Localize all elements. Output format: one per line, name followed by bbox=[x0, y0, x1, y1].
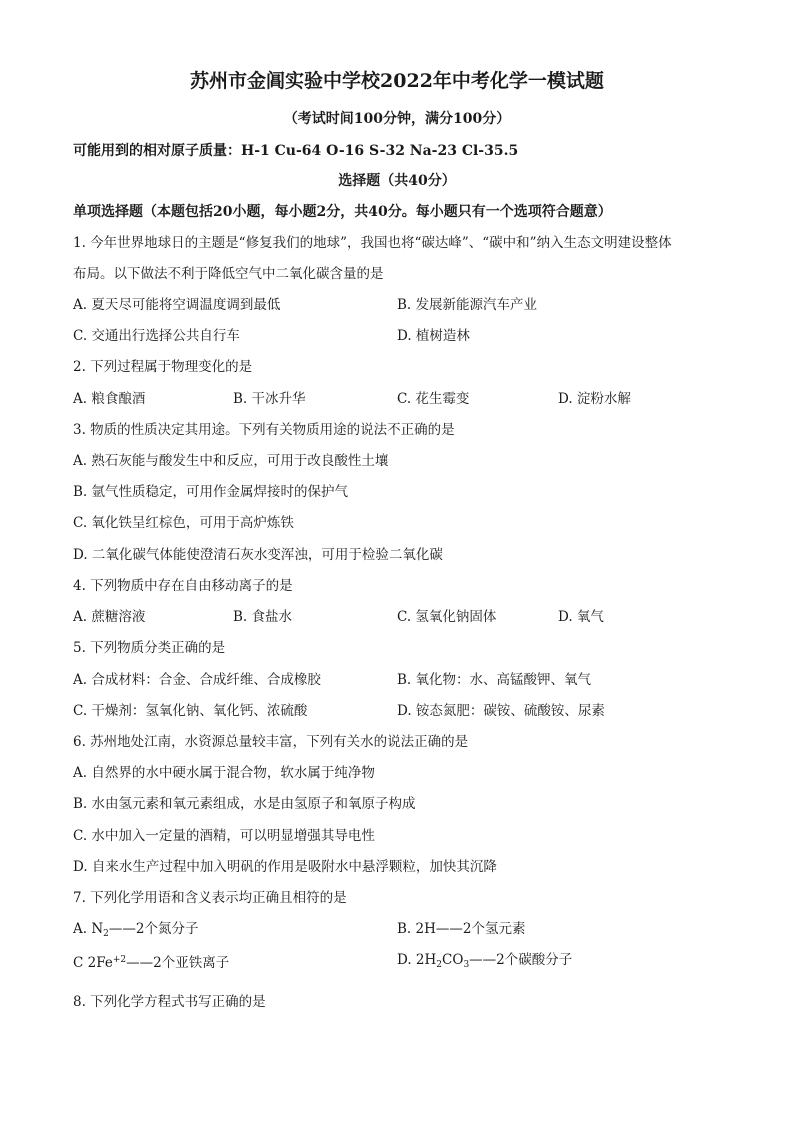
q2-option-b: B. 干冰升华 bbox=[233, 391, 306, 407]
q2-option-a: A. 粮食酿酒 bbox=[73, 391, 146, 407]
q7-a-formula: A. N bbox=[73, 921, 104, 937]
q3-option-d: D. 二氧化碳气体能使澄清石灰水变浑浊，可用于检验二氧化碳 bbox=[73, 547, 443, 563]
q3-option-a: A. 熟石灰能与酸发生中和反应，可用于改良酸性土壤 bbox=[73, 453, 389, 469]
q5-option-d: D. 铵态氮肥：碳铵、硫酸铵、尿素 bbox=[397, 703, 605, 719]
q1-option-d: D. 植树造林 bbox=[397, 328, 470, 344]
q4-option-d: D. 氧气 bbox=[558, 609, 604, 625]
q7-option-a bbox=[73, 919, 198, 944]
q3-option-b: B. 氩气性质稳定，可用作金属焊接时的保护气 bbox=[73, 484, 349, 500]
q5-option-b: B. 氧化物：水、高锰酸钾、氧气 bbox=[397, 672, 592, 688]
q7-d-formula: D. 2H bbox=[397, 952, 437, 968]
q6-stem: 6. 苏州地处江南，水资源总量较丰富，下列有关水的说法正确的是 bbox=[73, 734, 469, 750]
q7-d-meaning: ——2个碳酸分子 bbox=[469, 952, 573, 968]
atomic-masses: 可能用到的相对原子质量：H-1 Cu-64 O-16 S-32 Na-23 Cl-35.5 bbox=[73, 143, 519, 159]
q1-stem-line1: 1. 今年世界地球日的主题是“修复我们的地球”，我国也将“碳达峰”、“碳中和”纳入生态文明建设整体 bbox=[73, 235, 672, 251]
q6-option-d: D. 自来水生产过程中加入明矾的作用是吸附水中悬浮颗粒，加快其沉降 bbox=[73, 859, 497, 875]
q6-option-a: A. 自然界的水中硬水属于混合物，软水属于纯净物 bbox=[73, 765, 375, 781]
q6-option-b: B. 水由氢元素和氧元素组成，水是由氢原子和氧原子构成 bbox=[73, 796, 416, 812]
q2-option-d: D. 淀粉水解 bbox=[558, 391, 631, 407]
q7-c-superscript: +2 bbox=[112, 955, 127, 965]
q1-option-c: C. 交通出行选择公共自行车 bbox=[73, 328, 240, 344]
q4-option-b: B. 食盐水 bbox=[233, 609, 293, 625]
q1-stem-line2: 布局。以下做法不利于降低空气中二氧化碳含量的是 bbox=[73, 266, 384, 282]
q4-stem: 4. 下列物质中存在自由移动离子的是 bbox=[73, 578, 293, 594]
q7-d-formula-mid: CO bbox=[442, 952, 464, 968]
q7-c-formula: C 2Fe bbox=[73, 955, 113, 971]
q4-option-a: A. 蔗糖溶液 bbox=[73, 609, 146, 625]
q7-d-subscript-1: 2 bbox=[436, 960, 443, 970]
q4-option-c: C. 氢氧化钠固体 bbox=[397, 609, 497, 625]
q7-stem: 7. 下列化学用语和含义表示均正确且相符的是 bbox=[73, 890, 347, 906]
q6-option-c: C. 水中加入一定量的酒精，可以明显增强其导电性 bbox=[73, 828, 375, 844]
q7-d-subscript-2: 3 bbox=[463, 960, 470, 970]
q7-option-b: B. 2H——2个氢元素 bbox=[397, 921, 526, 937]
q3-stem: 3. 物质的性质决定其用途。下列有关物质用途的说法不正确的是 bbox=[73, 422, 455, 438]
q7-c-meaning: ——2个亚铁离子 bbox=[126, 955, 230, 971]
exam-title: 苏州市金阊实验中学校2022年中考化学一模试题 bbox=[190, 70, 604, 92]
q5-option-c: C. 干燥剂：氢氧化钠、氧化钙、浓硫酸 bbox=[73, 703, 308, 719]
q1-option-b: B. 发展新能源汽车产业 bbox=[397, 297, 538, 313]
section-heading: 选择题（共40分） bbox=[338, 173, 456, 189]
exam-subtitle: （考试时间100分钟，满分100分） bbox=[283, 111, 511, 127]
q5-stem: 5. 下列物质分类正确的是 bbox=[73, 640, 226, 656]
section-instructions: 单项选择题（本题包括20小题，每小题2分，共40分。每小题只有一个选项符合题意） bbox=[73, 204, 612, 220]
q2-option-c: C. 花生霉变 bbox=[397, 391, 470, 407]
q8-stem: 8. 下列化学方程式书写正确的是 bbox=[73, 994, 266, 1010]
q1-option-a: A. 夏天尽可能将空调温度调到最低 bbox=[73, 297, 281, 313]
q7-a-meaning: ——2个氮分子 bbox=[108, 921, 199, 937]
q7-option-c bbox=[73, 950, 229, 973]
q3-option-c: C. 氧化铁呈红棕色，可用于高炉炼铁 bbox=[73, 515, 294, 531]
q5-option-a: A. 合成材料：合金、合成纤维、合成橡胶 bbox=[73, 672, 321, 688]
q2-stem: 2. 下列过程属于物理变化的是 bbox=[73, 359, 253, 375]
q7-a-subscript: 2 bbox=[103, 929, 109, 939]
q7-option-d bbox=[397, 950, 572, 975]
